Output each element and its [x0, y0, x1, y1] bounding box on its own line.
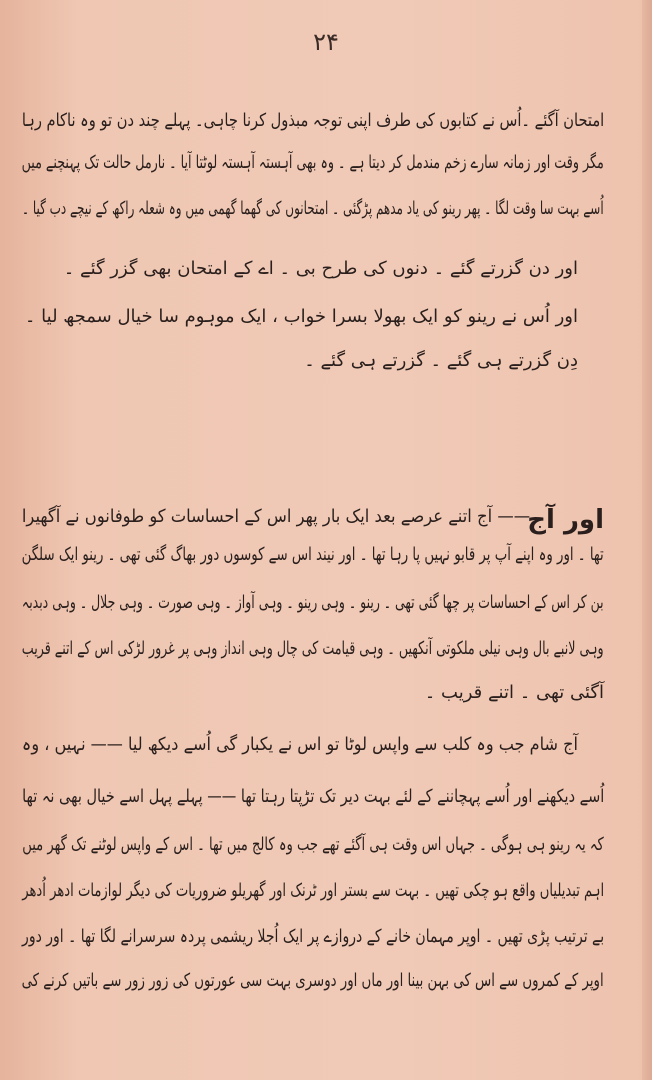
text-line: کہ یہ رینو ہی ہوگی ۔ جہاں اس وقت ہی آگئے تھے جب وہ کالج میں تھا ۔ اس کے واپس لوٹنے تک گھر میں [22, 834, 604, 855]
text-line: اور اُس نے رینو کو ایک بھولا بسرا خواب ، ایک موہوم سا خیال سمجھ لیا ۔ [24, 306, 578, 327]
page-number: ۲۴ [313, 28, 339, 56]
text-line: اوپر کے کمروں سے اس کی بہن بینا اور ماں اور دوسری بہت سی عورتوں کی زور زور سے باتیں کرنے کی [21, 970, 604, 991]
paragraph-evening [22, 732, 604, 1032]
text-line: اُسے دیکھنے اور اُسے پہچاننے کے لئے بہت دیر تک تڑپتا رہتا تھا —— پہلے پہل اسے خیال بھی نہ تھا [21, 786, 604, 807]
text-line: وہی لانبے بال وہی نیلی ملکوتی آنکھیں ۔ وہی قیامت کی چال وہی انداز وہی پر غرور لڑکی اس کے اتنے قریب [22, 638, 604, 659]
page-edge [642, 0, 652, 1080]
text-line: آگئی تھی ۔ اتنے قریب ۔ [424, 682, 604, 703]
text-line: مگر وقت اور زمانہ سارے زخم مندمل کر دیتا ہے ۔ وہ بھی آہستہ آہستہ لوٹتا آیا ۔ نارمل حالت تک پہنچنے میں [21, 152, 604, 173]
text-line: —— آج اتنے عرصے بعد ایک بار پھر اس کے احساسات کو طوفانوں نے آگھیرا [21, 506, 530, 527]
text-line: اُسے بہت سا وقت لگا ۔ پھر رینو کی یاد مدھم پڑگئی ۔ امتحانوں کی گھما گھمی میں وہ شعلہ راکھ کے نیچے دب گیا ۔ [22, 198, 604, 219]
text-line: امتحان آگئے ۔اُس نے کتابوں کی طرف اپنی توجہ مبذول کرنا چاہی۔ پہلے چند دن تو وہ ناکام رہا [21, 110, 604, 131]
section-heading: اور آج [527, 505, 604, 535]
paragraph-exam [21, 108, 604, 371]
text-line: اور دن گزرتے گئے ۔ دنوں کی طرح بی ۔ اے کے امتحان بھی گزر گئے ۔ [63, 258, 578, 279]
text-line: تھا ۔ اور وہ اپنے آپ پر قابو نہیں پا رہا تھا ۔ اور نیند اس سے کوسوں دور بھاگ گئی تھی ۔ رینو ایک سلگن [21, 544, 604, 565]
text-line: دِن گزرتے ہی گئے ۔ گزرتے ہی گئے ۔ [304, 350, 578, 371]
paragraph-today [21, 505, 604, 708]
text-line: بے ترتیب پڑی تھیں ۔ اوپر مہمان خانے کے دروازے پر ایک اُجلا ریشمی پردہ سرسرانے لگا تھا ۔ اور دور [21, 926, 604, 947]
text-line: آج شام جب وہ کلب سے واپس لوٹا تو اس نے یکبار گی اُسے دیکھ لیا —— نہیں ، وہ [21, 734, 578, 755]
text-line: بن کر اس کے احساسات پر چھا گئی تھی ۔ رینو ۔ وہی رینو ۔ وہی آواز ۔ وہی صورت ۔ وہی جلال ۔ وہی دبدبہ [22, 592, 604, 613]
text-line: اہم تبدیلیاں واقع ہو چکی تھیں ۔ بہت سے بستر اور ٹرنک اور گھریلو ضروریات کی دیگر لوازمات ادھر اُدھر [22, 880, 604, 901]
